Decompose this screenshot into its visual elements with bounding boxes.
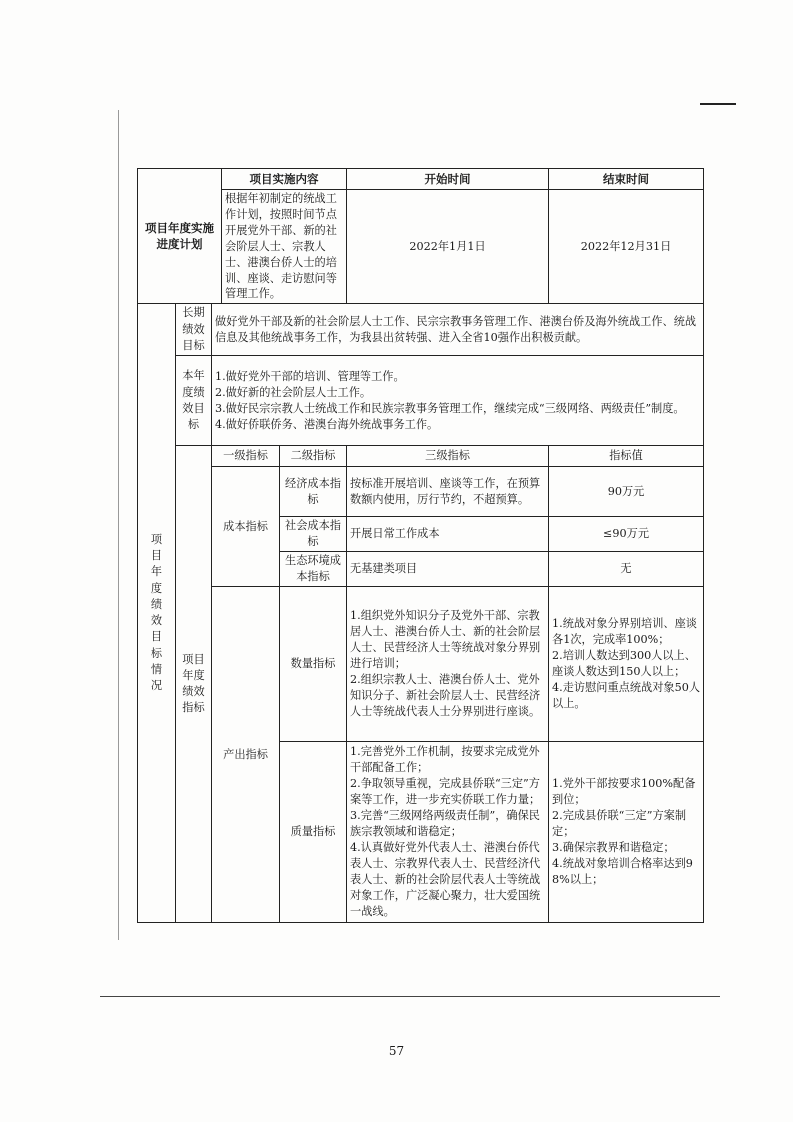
indicators-label-text: 项目年度绩效指标 [182,652,205,715]
annual-goal-list [212,356,704,446]
quality-desc-item: 3.完善“三级网络两级责任制”，确保民族宗教领域和谐稳定； [350,809,540,839]
page-number: 57 [388,1044,405,1058]
performance-table [137,168,704,923]
quantity-value-item: 4.走访慰问重点统战对象50人以上。 [552,680,701,710]
col-start-header: 开始时间 [347,169,549,190]
cost-economic-value: 90万元 [549,467,704,517]
scan-edge-left [118,110,119,940]
annual-goal-item: 4.做好侨联侨务、港澳台海外统战事务工作。 [215,417,439,431]
indicators-label [176,446,212,923]
long-term-label [176,304,212,356]
quantity-indicator-name: 数量指标 [280,586,347,741]
scan-edge-bottom [100,996,720,997]
quantity-desc-item: 2.组织宗教人士、港澳台侨人士、党外知识分子、新社会阶层人士、民营经济人士等统战代表人士分界别进行座谈。 [350,672,541,718]
annual-goal-label [176,356,212,446]
quality-desc-item: 4.认真做好党外代表人士、港澳台侨代表人士、宗教界代表人士、民营经济代表人士、新的社会阶层代表人士等统战对象工作，广泛凝心聚力，壮大爱国统一战线。 [350,840,541,918]
quality-desc-item: 2.争取领导重视，完成县侨联“三定”方案等工作，进一步充实侨联工作力量； [350,777,541,807]
cost-eco-name: 生态环境成本指标 [280,552,347,587]
cost-eco-value: 无 [549,552,704,587]
level2-header: 二级指标 [280,446,347,467]
quality-value [549,741,704,922]
cost-social-desc: 开展日常工作成本 [347,517,549,552]
cost-indicator-label: 成本指标 [212,467,280,587]
level1-header: 一级指标 [212,446,280,467]
col-content-header: 项目实施内容 [222,169,347,190]
quality-value-item: 2.完成县侨联“三定”方案制定； [552,809,687,839]
annual-goal-item: 2.做好新的社会阶层人士工作。 [215,385,372,399]
cost-economic-desc: 按标准开展培训、座谈等工作，在预算数额内使用，厉行节约，不超预算。 [347,467,549,517]
schedule-content: 根据年初制定的统战工作计划，按照时间节点开展党外干部、新的社会阶层人士、宗教人士、港澳台侨人士的培训、座谈、走访慰问等管理工作。 [222,190,347,304]
schedule-start: 2022年1月1日 [347,190,549,304]
quantity-desc-item: 1.组织党外知识分子及党外干部、宗教居人士、港澳台侨人士、新的社会阶层人士、民营经济人士等统战对象分界别进行培训； [350,609,541,671]
schedule-label: 项目年度实施进度计划 [138,169,222,304]
output-indicator-label: 产出指标 [212,586,280,922]
quality-value-item: 4.统战对象培训合格率达到98%以上； [552,856,693,886]
annual-goal-item: 3.做好民宗宗教人士统战工作和民族宗教事务管理工作，继续完成“三级网络、两级责任”制度。 [215,401,685,415]
cost-economic-name: 经济成本指标 [280,467,347,517]
cost-social-value: ≤90万元 [549,517,704,552]
schedule-end: 2022年12月31日 [549,190,704,304]
performance-section-label [138,304,176,923]
value-header: 指标值 [549,446,704,467]
quality-value-item: 1.党外干部按要求100%配备到位； [552,777,696,807]
level3-header: 三级指标 [347,446,549,467]
long-term-text: 做好党外干部及新的社会阶层人士工作、民宗宗教事务管理工作、港澳台侨及海外统战工作、统战信息及其他统战事务工作，为我县出贫转强、进入全省10强作出积极贡献。 [212,304,704,356]
quantity-value-item: 2.培训人数达到300人以上、座谈人数达到150人以上； [552,649,696,678]
quality-desc-item: 1.完善党外工作机制，按要求完成党外干部配备工作； [350,745,540,775]
annual-goal-label-text: 本年度绩效目标 [182,369,205,432]
annual-goal-item: 1.做好党外干部的培训、管理等工作。 [215,370,405,384]
quality-desc [347,741,549,922]
quantity-value-item: 1.统战对象分界别培训、座谈各1次，完成率100%； [552,617,697,647]
quality-value-item: 3.确保宗教界和谐稳定； [552,840,675,854]
section-label-text: 项目年度绩效目标情况 [150,532,163,693]
quality-indicator-name: 质量指标 [280,741,347,922]
scan-edge-top-right [700,103,736,105]
cost-social-name: 社会成本指标 [280,517,347,552]
quantity-desc [347,586,549,741]
quantity-value [549,586,704,741]
col-end-header: 结束时间 [549,169,704,190]
cost-eco-desc: 无基建类项目 [347,552,549,587]
long-term-label-text: 长期绩效目标 [182,306,205,352]
